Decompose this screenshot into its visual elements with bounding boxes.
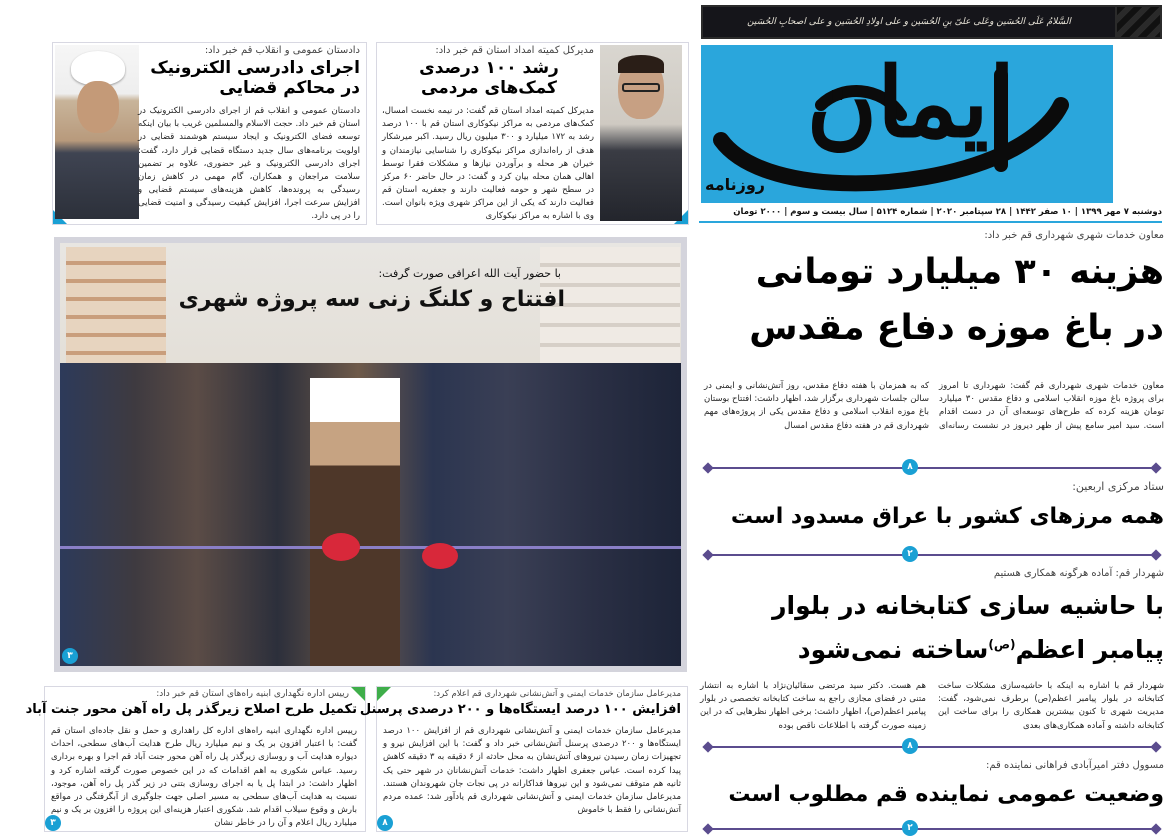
section-divider — [708, 828, 1156, 830]
library-headline-sup: (ص) — [988, 637, 1016, 652]
corner-marker — [377, 687, 391, 701]
arbaeen-headline: همه مرزهای کشور با عراق مسدود است — [730, 504, 1164, 529]
logo-sub: روزنامه — [705, 175, 765, 194]
story-library — [700, 568, 1164, 738]
ribbon — [60, 546, 681, 549]
top-middle-story — [376, 42, 689, 225]
turban — [71, 51, 125, 85]
lead-body: معاون خدمات شهری شهرداری قم گفت: شهرداری تا امروز برای پروژه باغ موزه انقلاب اسلامی و دفاع مقدس ۳۰ میلیارد تومان هزینه کرده که طرح‌های توسعه‌ای آن در دست اقدام است. سید امیر سامع پیش از ظهر دیروز در نشست رسانه‌ای که به همزمان با هفته دفاع مقدس، روز آتش‌نشانی و ایمنی در سالن جلسات شهرداری برگزار شد، اظهار داشت: افتتاح بوستان باغ موزه انقلاب اسلامی و دفاع مقدس یکی از پروژه‌های مهم شهرداری قم در هفته دفاع مقدس امسال — [704, 381, 1164, 431]
glasses — [622, 83, 660, 92]
photo-kicker: با حضور آیت الله اعرافی صورت گرفت: — [378, 267, 561, 280]
top-middle-kicker: مدیرکل کمیته امداد استان قم خبر داد: — [435, 45, 594, 56]
photo-story — [54, 237, 687, 672]
ribbon-bow-right — [422, 543, 458, 569]
person-cleric — [310, 353, 400, 666]
logo-panel — [701, 45, 1113, 203]
top-left-body: دادستان عمومی و انقلاب قم از اجرای دادرسی الکترونیک در استان قم خبر داد. حجت الاسلام والمسلمین غریب با بیان اینکه توسعه فضای الکترونیک و ایجاد سیستم هوشمند قضایی در اولویت برنامه‌های سال جدید دستگاه قضایی قرار دارد، گفت: اجرای دادرسی الکترونیک و غیر حضوری، علاوه بر تضمین سلامت مراجعان و همکاران، گام مهمی در کاهش زمان رسیدگی به پرونده‌ها، کاهش هزینه‌های سیستم قضایی و افزایش سرعت اجرا، افزایش کیفیت رسیدگی و امنیت قضایی را در پی دارد. — [138, 106, 360, 222]
representative-headline: وضعیت عمومی نماینده قم مطلوب است — [728, 782, 1164, 807]
top-left-story — [52, 42, 367, 225]
bottom-left-headline: تکمیل طرح اصلاح زیرگذر پل راه آهن محور جنت آباد — [25, 702, 357, 717]
representative-kicker: مسوول دفتر امیرآبادی فراهانی نماینده قم: — [986, 760, 1164, 771]
top-middle-body: مدیرکل کمیته امداد استان قم گفت: در نیمه نخست امسال، کمک‌های مردمی به مراکز نیکوکاری استان قم با ۱۰۰ درصد رشد به ۱۷۲ میلیارد و ۳۰۰ میلیون ریال رسید. اکبر میرشکار هدف از راه‌اندازی مراکز نیکوکاری را شناسایی نیازمندان و خیران هر محله و برآوردن نیازها و مشکلات فقرا توسط اهالی همان محله بیان کرد و گفت: در حال حاضر ۶۰ مرکز در سطح شهر و حومه فعالیت دارند و جعفریه استان قم فعالیت دارند که یکی از این مراکز شهری ویژه بانوان است. وی با اشاره به مراکز نیکوکاری — [382, 106, 595, 222]
library-body-right: شهردار قم با اشاره به اینکه با حاشیه‌سازی مشکلات ساخت کتابخانه در بلوار پیامبر اعظم(ص) برطرف نمی‌شود، گفت: مدیریت شهری تا کنون بیشترین همکاری را برای ساخت این کتابخانه داشته و آماده همکاری‌های بعدی — [938, 681, 1164, 731]
bottom-middle-kicker: مدیرعامل سازمان خدمات ایمنی و آتش‌نشانی شهرداری قم اعلام کرد: — [433, 689, 681, 699]
page-badge: ۳ — [45, 815, 61, 831]
calligraphy-banner — [701, 5, 1117, 39]
banner-ornament-right — [1115, 5, 1162, 39]
bottom-middle-headline: افزایش ۱۰۰ درصد ایستگاه‌ها و ۲۰۰ درصدی پرسنل — [359, 702, 681, 717]
page-badge: ۲ — [902, 820, 918, 836]
dateline: دوشنبه ۷ مهر ۱۳۹۹ | ۱۰ صفر ۱۴۴۲ | ۲۸ سپتامبر ۲۰۲۰ | شماره ۵۱۲۴ | سال بیست و سوم | ۲۰۰۰ تومان — [699, 207, 1162, 223]
story-arbaeen — [700, 480, 1164, 540]
top-left-kicker: دادستان عمومی و انقلاب قم خبر داد: — [204, 45, 360, 56]
library-headline-part2: ساخته نمی‌شود — [797, 635, 989, 664]
top-left-headline: اجرای دادرسی الکترونیک در محاکم قضایی — [150, 58, 360, 98]
section-divider — [708, 467, 1156, 469]
lead-story — [700, 230, 1164, 470]
bottom-middle-body: مدیرعامل سازمان خدمات ایمنی و آتش‌نشانی شهرداری قم از افزایش ۱۰۰ درصد ایستگاه‌ها و ۲۰۰ درصدی پرسنل آتش‌نشانی خبر داد و گفت: با این افزایش نیرو و تجهیزات زمان رسیدن نیروهای آتش‌نشان به محل حادثه از ۶ دقیقه به ۳ دقیقه کاهش پیدا کرده است. عباس جعفری اظهار داشت: خدمات آتش‌نشانان در شهر حتی یک ثانیه هم متوقف نمی‌شود و این نیروها فداکارانه در پی نجات جان شهروندان هستند. مدیرعامل سازمان خدمات ایمنی و آتش‌نشانی شهرداری قم یادآور شد: عمده مردم آتش‌نشانی را فقط با خاموش — [383, 726, 681, 816]
library-headline-line2 — [704, 636, 1164, 665]
bottom-left-body: رییس اداره نگهداری ابنیه راه‌های اداره کل راهداری و حمل و نقل جاده‌ای استان قم گفت: با اعتبار افزون بر یک و نیم میلیارد ریال طرح هدایت آب‌های سطحی، احداث دیواره هدایت آب و روسازی زیرگذر پل راه آهن محور جنت آباد قم اجرا و بهره برداری رسید. عباس شکوری به اهم اقدامات که در این خصوص صورت گرفته اشاره کرد و اظهار داشت: در ابتدا پل یا به اجرای روسازی بتنی در زیر گذر پل راه آهن، موجود، نسبت به هدایت آب‌های سطحی به مسیر اصلی جهت جلوگیری از آبگرفتگی در مواقع بارش و وقوع سیلاب اقدام شد. شکوری اعتبار هزینه‌ای این پروژه را افزون بر یک و نیم میلیارد ریال اعلام و آن را در خاطر نشان — [51, 726, 357, 829]
ribbon-bow-left — [322, 533, 360, 561]
arbaeen-kicker: ستاد مرکزی اربعین: — [1072, 480, 1164, 493]
bottom-middle-story — [359, 686, 688, 832]
logo-main: ایمان — [806, 46, 1016, 159]
section-divider — [708, 746, 1156, 748]
page-badge: ۸ — [902, 459, 918, 475]
library-kicker: شهردار قم: آماده هرگونه همکاری هستیم — [993, 568, 1164, 579]
masthead — [699, 5, 1166, 227]
page-badge: ۸ — [377, 815, 393, 831]
library-body-left: هم هست. دکتر سید مرتضی سقائیان‌نژاد با اشاره به انتشار متنی در فضای مجازی راجع به ساخت کتابخانه تخصصی در بلوار پیامبر اعظم(ص)، اظهار داشت: برخی اظهار نظرهایی که در این زمینه صورت گرفته با اطلاعات ناقص بوده — [700, 681, 926, 731]
corner-marker — [351, 687, 365, 701]
face — [77, 81, 119, 133]
portrait-official — [600, 45, 682, 221]
bottom-left-story — [25, 686, 366, 832]
calligraphy-text: السَّلامُ عَلَی الحُسَین وعَلی علیّ بنِ الحُسَین و علی اولادِ الحُسَین و علی اصحابِ الحُسَین — [747, 17, 1071, 27]
bottom-left-kicker: رییس اداره نگهداری ابنیه راه‌های استان قم خبر داد: — [156, 689, 349, 699]
page-badge: ۲ — [902, 546, 918, 562]
page-badge: ۸ — [902, 738, 918, 754]
library-headline-part1: پیامبر اعظم — [1015, 635, 1164, 664]
portrait-cleric — [55, 45, 139, 219]
lead-kicker: معاون خدمات شهری شهرداری قم خبر داد: — [984, 230, 1164, 241]
photo-headline: افتتاح و کلنگ زنی سه پروژه شهری — [178, 287, 565, 312]
hair — [618, 55, 664, 73]
story-representative — [700, 760, 1164, 820]
page-badge: ۳ — [62, 648, 78, 664]
section-divider — [708, 554, 1156, 556]
top-middle-headline: رشد ۱۰۰ درصدی کمک‌های مردمی — [419, 58, 559, 98]
lead-headline-line1: هزینه ۳۰ میلیارد تومانی — [755, 252, 1164, 292]
lead-headline-line2: در باغ موزه دفاع مقدس — [749, 308, 1164, 348]
library-headline-line1: با حاشیه سازی کتابخانه در بلوار — [772, 591, 1164, 620]
